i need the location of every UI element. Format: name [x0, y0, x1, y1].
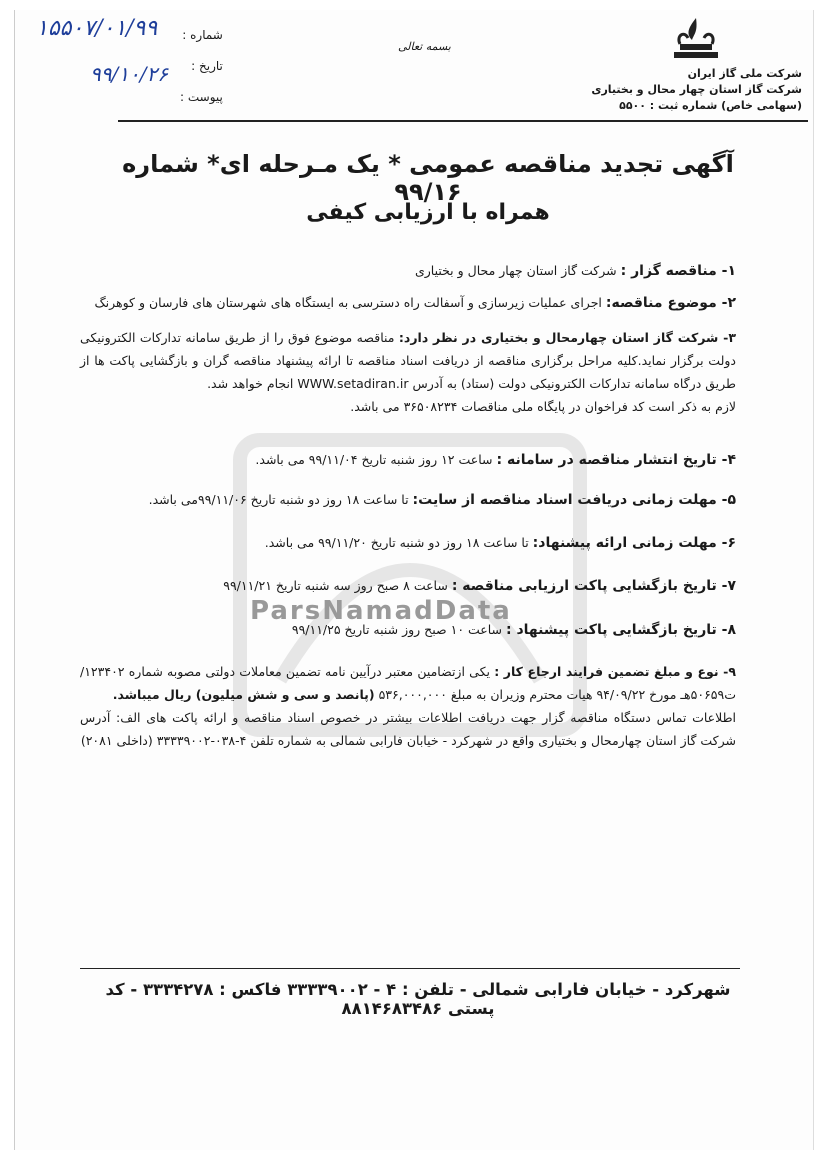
- item-4-label: ۴- تاریخ انتشار مناقصه در سامانه :: [496, 452, 736, 468]
- item-3-text: مناقصه موضوع فوق را از طریق سامانه تدارکات الکترونیکی دولت برگزار نماید.کلیه مراحل برگزاری مناقصه از دریافت اسناد مناقصه تا ارائه پیشنهاد مناقصه گران و بازگشایی پاکت ها از طریق درگاه سامانه تدارکات الکترونیکی دولت (ستاد) به آدرس WWW.setadiran.ir انجام خواهد شد.: [80, 330, 736, 391]
- item-1-label: ۱- مناقصه گزار :: [620, 263, 736, 279]
- contact-info: اطلاعات تماس دستگاه مناقصه گزار جهت دریافت اطلاعات بیشتر در خصوص اسناد مناقصه و ارائه پاکت های الف: آدرس شرکت گاز استان چهارمحال و بختیاری واقع در شهرکرد - خیابان فارابی شمالی به شماره تلفن ۴-۰۳۸-۳۳۳۳۹۰۰۲ (داخلی ۲۰۸۱): [80, 710, 736, 748]
- company-line-3: (سهامی خاص) شماره ثبت : ۵۵۰۰: [619, 99, 802, 112]
- item-2-label: ۲- موضوع مناقصه:: [605, 295, 736, 311]
- item-8-label: ۸- تاریخ بازگشایی پاکت پیشنهاد :: [506, 622, 736, 638]
- company-logo-icon: [666, 16, 726, 62]
- item-proposal-deadline: [80, 530, 736, 556]
- item-5-label: ۵- مهلت زمانی دریافت اسناد مناقصه از سایت:: [412, 492, 736, 508]
- item-6-text: تا ساعت ۱۸ روز دو شنبه تاریخ ۹۹/۱۱/۲۰ می باشد.: [264, 535, 533, 550]
- item-2-text: اجرای عملیات زیرسازی و آسفالت راه دسترسی به ایستگاه های شهرستان های فارسان و کوهرنگ: [94, 295, 606, 310]
- item-5-text: تا ساعت ۱۸ روز دو شنبه تاریخ ۹۹/۱۱/۰۶می باشد.: [148, 492, 413, 507]
- meta-attachment-label: پیوست :: [180, 90, 223, 104]
- meta-date-label: تاریخ :: [191, 59, 223, 73]
- meta-number-label: شماره :: [182, 28, 223, 42]
- company-line-2: شرکت گاز استان چهار محال و بختیاری: [591, 83, 802, 96]
- item-tender-subject: [80, 290, 736, 316]
- item-3-note: لازم به ذکر است کد فراخوان در پایگاه ملی مناقصات ۳۶۵۰۸۲۳۴ می باشد.: [350, 399, 736, 414]
- item-6-label: ۶- مهلت زمانی ارائه پیشنهاد:: [532, 535, 736, 551]
- item-tender-organizer: [80, 258, 736, 284]
- item-8-text: ساعت ۱۰ صبح روز شنبه تاریخ ۹۹/۱۱/۲۵: [291, 622, 507, 637]
- item-evaluation-opening: [80, 573, 736, 599]
- letter-meta: [180, 20, 223, 113]
- item-7-label: ۷- تاریخ بازگشایی پاکت ارزیابی مناقصه :: [451, 578, 736, 594]
- handwritten-letter-date: ۹۹/۱۰/۲۶: [90, 62, 168, 86]
- item-publish-date: [80, 447, 736, 473]
- footer-divider: [80, 968, 740, 969]
- notice-title: آگهی تجدید مناقصه عمومی * یک مـرحله ای* شماره ۹۹/۱۶: [122, 150, 734, 206]
- item-9-amount: (پانصد و سی و شش میلیون) ریال میباشد.: [112, 687, 375, 702]
- item-guarantee: [80, 660, 736, 752]
- company-name-block: [591, 66, 802, 114]
- item-9-text: یکی ازتضامین معتبر درآیین نامه تضمین معاملات دولتی مصوبه شماره ۱۲۳۴۰۲/ت۵۰۶۵۹هـ مورخ ۹۴/۰۹/۲۲ هیات محترم وزیران به مبلغ ۵۳۶,۰۰۰,۰۰۰: [80, 664, 736, 702]
- company-line-1: شرکت ملی گاز ایران: [687, 67, 802, 80]
- item-3-label: ۳- شرکت گاز استان چهارمحال و بختیاری در نظر دارد:: [398, 330, 736, 345]
- header-divider: [118, 120, 808, 122]
- footer-address: شهرکرد - خیابان فارابی شمالی - تلفن : ۴ - ۳۳۳۳۹۰۰۲ فاکس : ۳۳۳۴۲۷۸ - کد پستی ۸۸۱۴۶۸۳۴۸۶: [105, 980, 731, 1018]
- item-1-text: شرکت گاز استان چهار محال و بختیاری: [414, 263, 621, 278]
- item-4-text: ساعت ۱۲ روز شنبه تاریخ ۹۹/۱۱/۰۴ می باشد.: [255, 452, 497, 467]
- item-proposal-opening: [80, 617, 736, 643]
- item-9-label: ۹- نوع و مبلغ تضمین فرایند ارجاع کار :: [494, 664, 736, 679]
- basmala: بسمه تعالی: [398, 40, 451, 53]
- handwritten-letter-number: ۱۵۵۰۷/۰۱/۹۹: [36, 16, 158, 41]
- item-7-text: ساعت ۸ صبح روز سه شنبه تاریخ ۹۹/۱۱/۲۱: [223, 578, 452, 593]
- watermark-text: ParsNamadData: [250, 596, 512, 626]
- item-tender-procedure: [80, 326, 736, 418]
- notice-subtitle: همراه با ارزیابی کیفی: [306, 200, 550, 225]
- item-document-deadline: [80, 487, 736, 513]
